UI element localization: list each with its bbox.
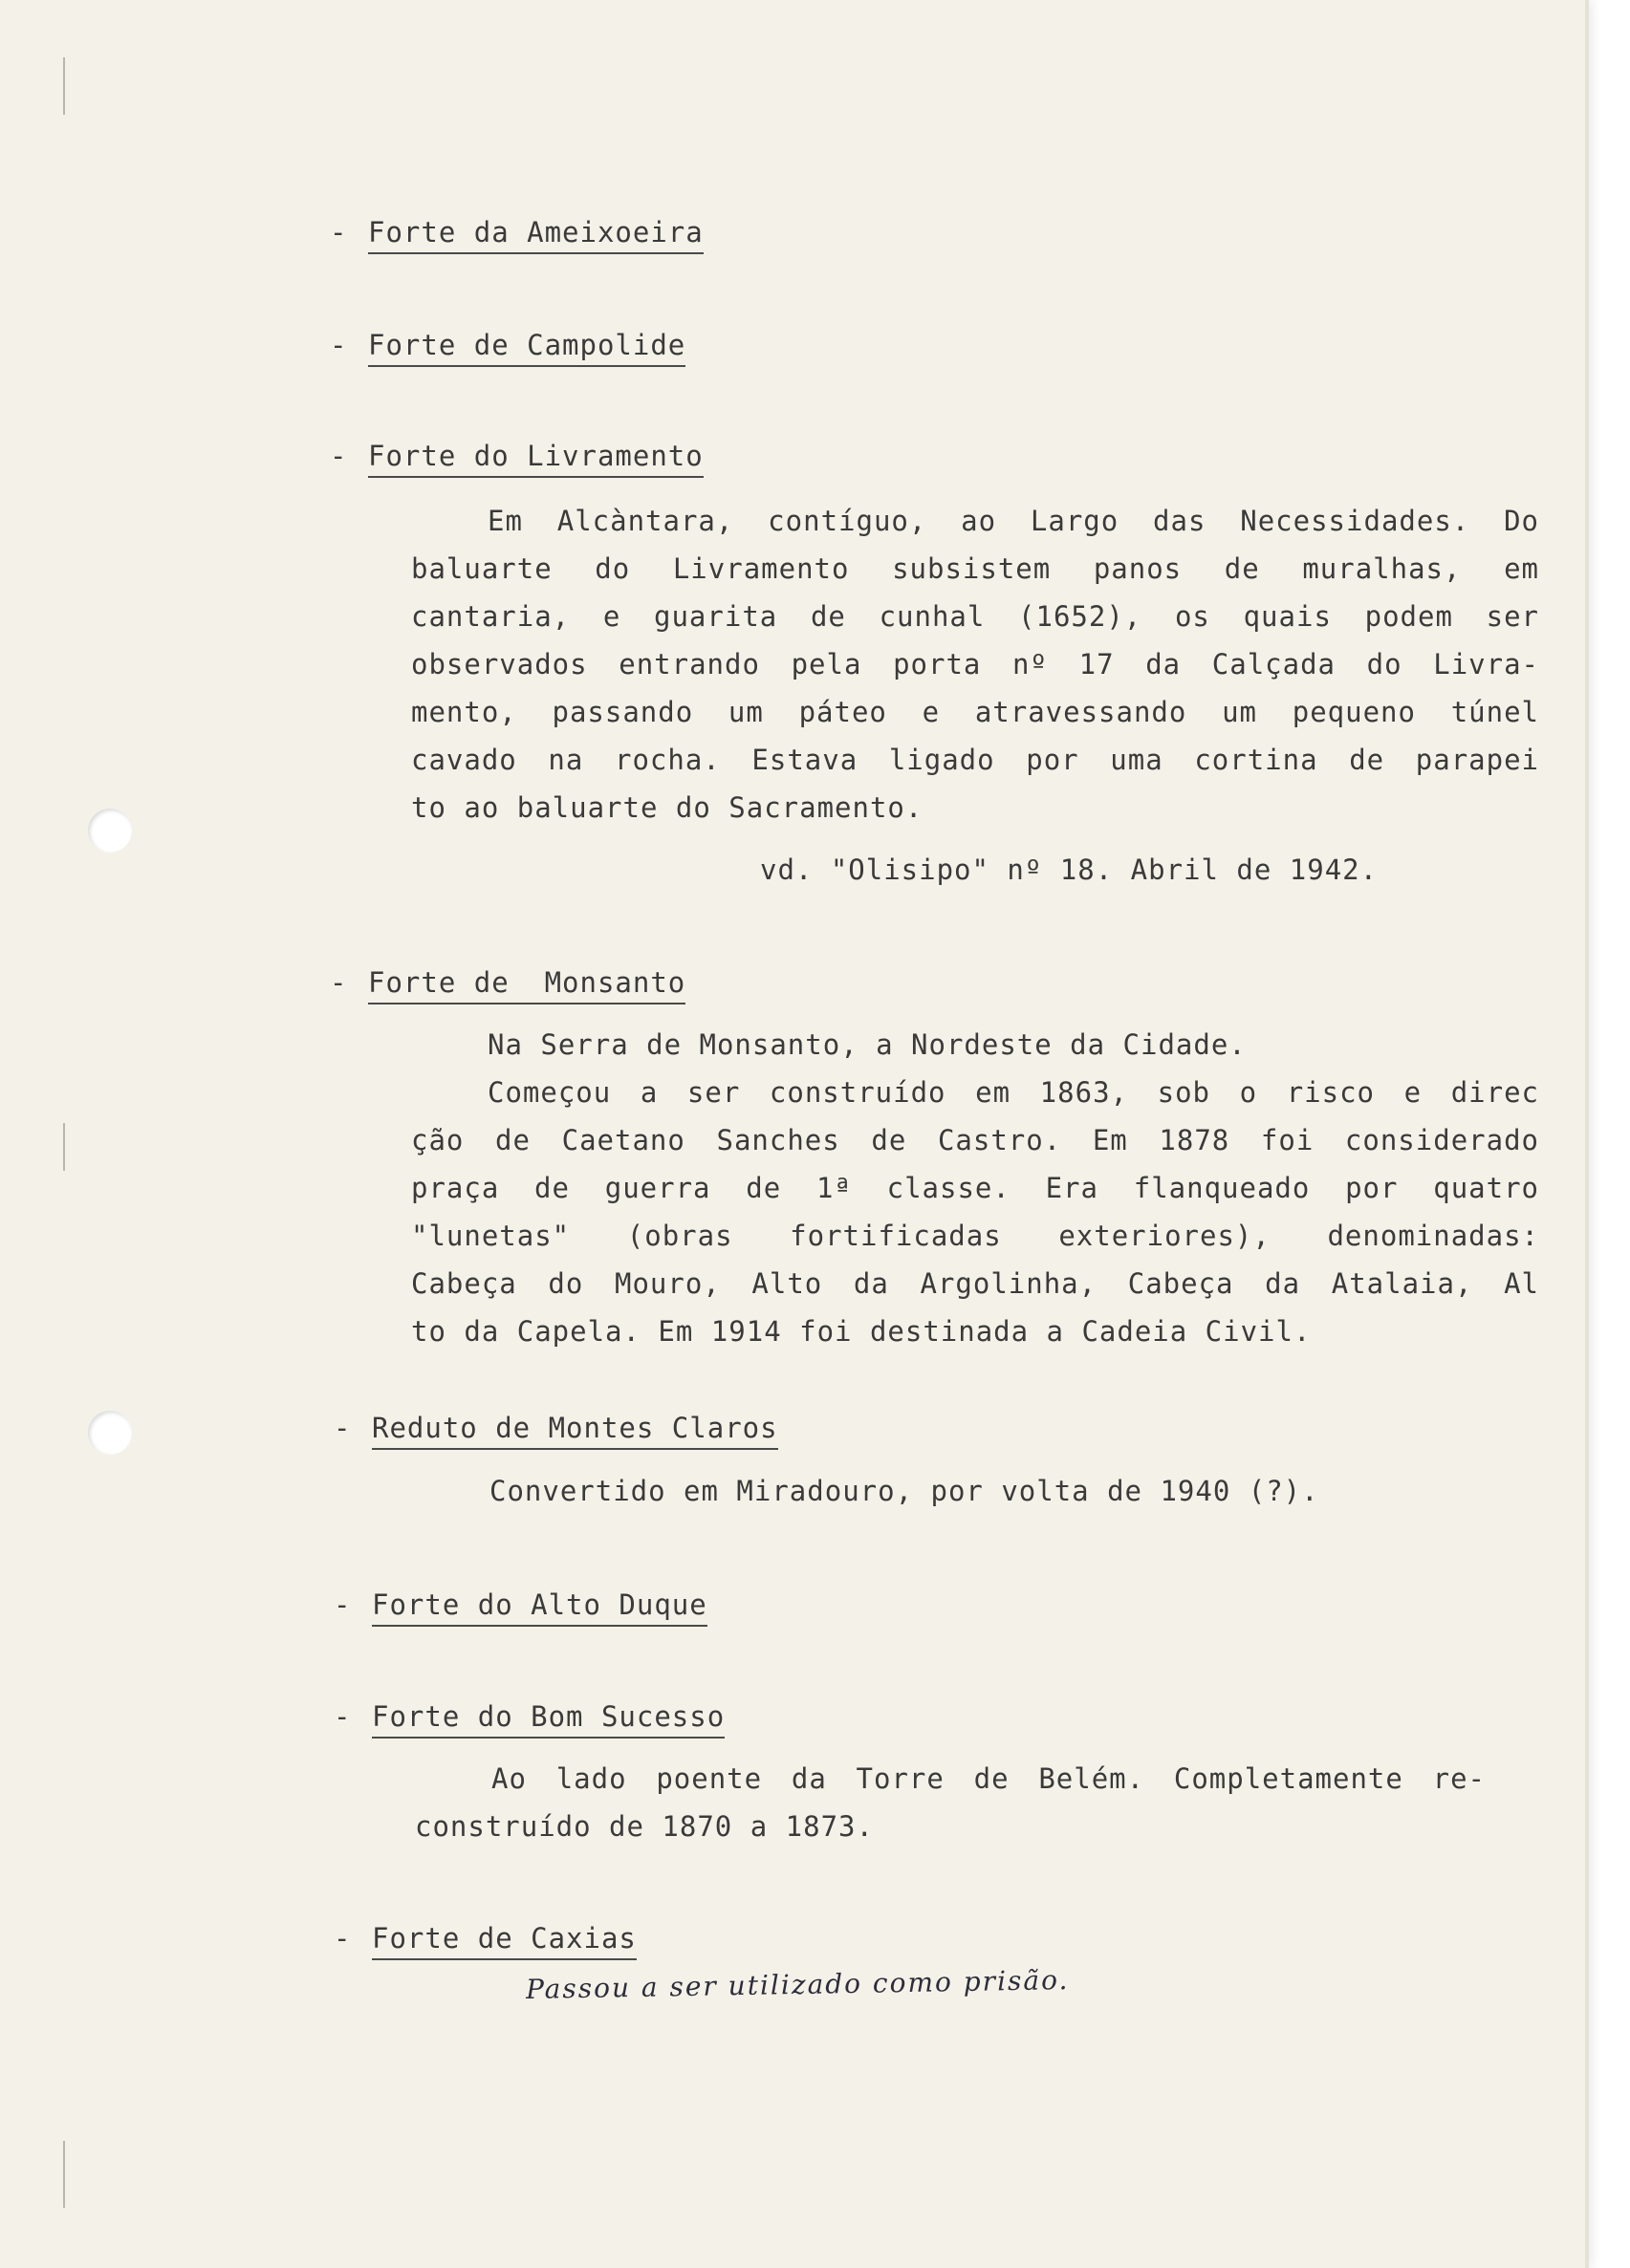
reference-olisipo: vd. "Olisipo" nº 18. Abril de 1942. bbox=[760, 853, 1379, 886]
margin-mark bbox=[63, 1123, 65, 1171]
heading-livramento: - Forte do Livramento bbox=[330, 440, 704, 472]
paragraph-bom-sucesso: Ao lado poente da Torre de Belém. Completamente re- construído de 1870 a 1873. bbox=[415, 1762, 1486, 1843]
margin-mark bbox=[63, 57, 65, 115]
paragraph-montes-claros: Convertido em Miradouro, por volta de 1940 (?). bbox=[489, 1475, 1319, 1507]
heading-montes-claros: - Reduto de Montes Claros bbox=[334, 1412, 778, 1444]
paragraph-livramento: Em Alcàntara, contíguo, ao Largo das Necessidades. Do baluarte do Livramento subsistem panos de muralhas, em cantaria, e guarita de cunhal (1652), os quais podem ser observados entrando pela porta nº 17 da Calçada do Livra- mento, passando um páteo e atravessando um pequeno túnel cavado na rocha. Estava ligado por uma cortina de parapei to ao baluarte do Sacramento. bbox=[411, 505, 1539, 824]
heading-monsanto: - Forte de Monsanto bbox=[330, 966, 685, 999]
heading-bom-sucesso: - Forte do Bom Sucesso bbox=[334, 1700, 725, 1733]
handwritten-note: Passou a ser utilizado como prisão. bbox=[525, 1964, 1070, 2005]
page-edge bbox=[1585, 0, 1589, 2268]
heading-alto-duque: - Forte do Alto Duque bbox=[334, 1588, 707, 1621]
heading-campolide: - Forte de Campolide bbox=[330, 329, 685, 361]
heading-ameixoeira: - Forte da Ameixoeira bbox=[330, 216, 704, 248]
punch-hole-bottom bbox=[88, 1411, 132, 1455]
paragraph-monsanto: Na Serra de Monsanto, a Nordeste da Cidade. Começou a ser construído em 1863, sob o risco e direc ção de Caetano Sanches de Castro. Em 1878 foi considerado praça de guerra de 1ª classe. Era flanqueado por quatro "lunetas" (obras fortificadas exteriores), denominadas: Cabeça do Mouro, Alto da Argolinha, Cabeça da Atalaia, Al to da Capela. Em 1914 foi destinada a Cadeia Civil. bbox=[411, 1028, 1539, 1348]
punch-hole-top bbox=[88, 809, 132, 853]
heading-caxias: - Forte de Caxias bbox=[334, 1922, 637, 1955]
margin-mark bbox=[63, 2141, 65, 2208]
